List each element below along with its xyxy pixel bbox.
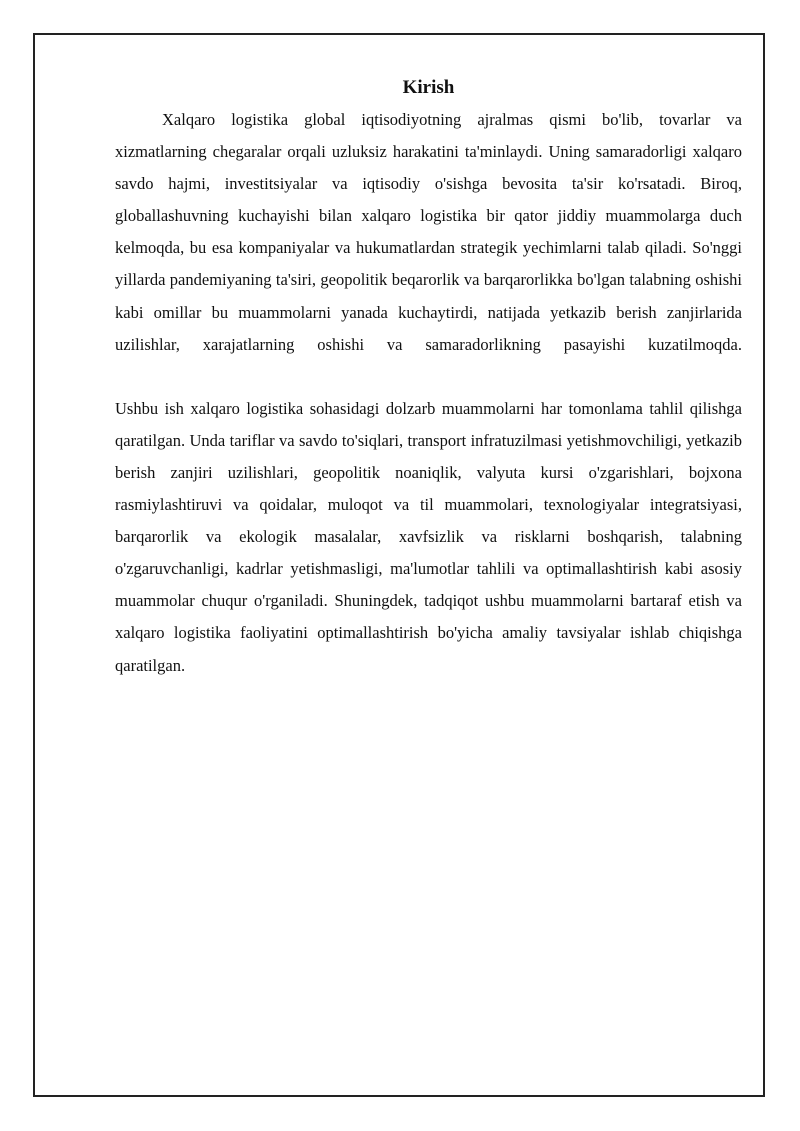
document-body	[115, 74, 742, 682]
paragraph-spacer	[115, 361, 742, 393]
paragraph-scope: Ushbu ish xalqaro logistika sohasidagi dolzarb muammolarni har tomonlama tahlil qilishga qaratilgan. Unda tariflar va savdo to'siqlari, transport infratuzilmasi yetishmovchiligi, yetkazib berish zanjiri uzilishlari, geopolitik noaniqlik, valyuta kursi o'zgarishlari, bojxona rasmiylashtiruvi va qoidalar, muloqot va til muammolari, texnologiyalar integratsiyasi, barqarorlik va ekologik masalalar, xavfsizlik va risklarni boshqarish, talabning o'zgaruvchanligi, kadrlar yetishmasligi, ma'lumotlar tahlili va optimallashtirish kabi asosiy muammolar chuqur o'rganiladi. Shuningdek, tadqiqot ushbu muammolarni bartaraf etish va xalqaro logistika faoliyatini optimallashtirish bo'yicha amaliy tavsiyalar ishlab chiqishga qaratilgan.	[115, 398, 742, 675]
paragraph-intro: Xalqaro logistika global iqtisodiyotning ajralmas qismi bo'lib, tovarlar va xizmatlarning chegaralar orqali uzluksiz harakatini ta'minlaydi. Uning samaradorligi xalqaro savdo hajmi, investitsiyalar va iqtisodiy o'sishga bevosita ta'sir ko'rsatadi. Biroq, globallashuvning kuchayishi bilan xalqaro logistika bir qator jiddiy muammolarga duch kelmoqda, bu esa kompaniyalar va hukumatlardan strategik yechimlarni talab qiladi. So'nggi yillarda pandemiyaning ta'siri, geopolitik beqarorlik va barqarorlikka bo'lgan talabning oshishi kabi omillar bu muammolarni yanada kuchaytirdi, natijada yetkazib berish zanjirlarida uzilishlar, xarajatlarning oshishi va samaradorlikning pasayishi kuzatilmoqda.	[115, 110, 742, 354]
section-title: Kirish	[402, 77, 455, 98]
